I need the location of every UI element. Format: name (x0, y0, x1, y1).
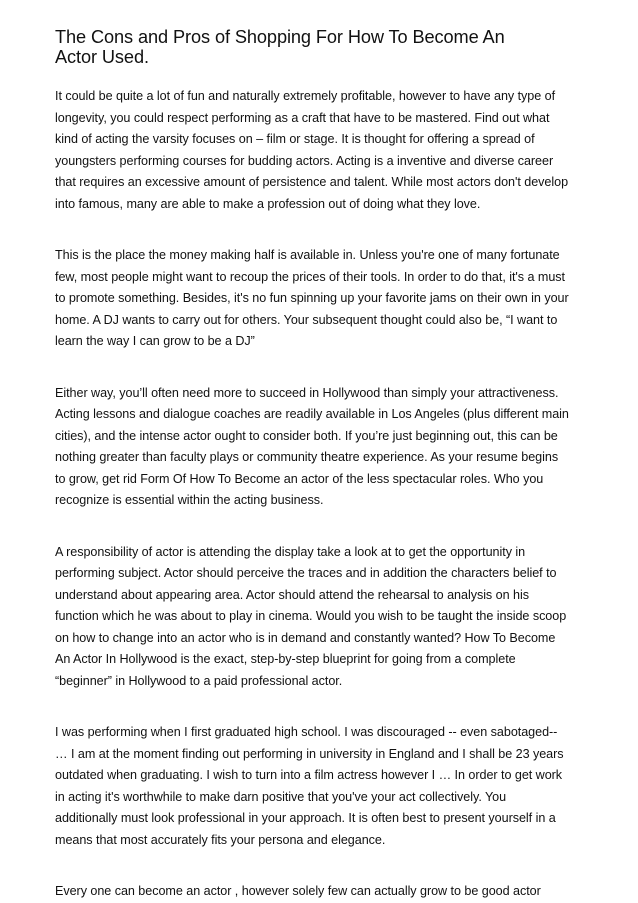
text-line: additionally must look professional in your approach. It is often best to present yourself in a (55, 811, 556, 825)
text-line: I was performing when I first graduated high school. I was discouraged -- even sabotaged-- (55, 725, 558, 739)
text-line: This is the place the money making half is available in. Unless you're one of many fortunate (55, 248, 560, 262)
paragraph-6 (55, 881, 587, 903)
text-line: in acting it's worthwhile to make darn positive that you've your act collectively. You (55, 789, 507, 804)
text-line: … I am at the moment finding out performing in university in England and I shall be 23 years (55, 746, 564, 761)
text-line: “beginner” in Hollywood to a paid professional actor. (55, 673, 343, 688)
text-line: outdated when graduating. I wish to turn into a film actress however I … In order to get work (55, 768, 563, 782)
text-line: An Actor In Hollywood is the exact, step-by-step blueprint for going from a complete (55, 652, 516, 666)
text-line: into famous, many are able to make a profession out of doing what they love. (55, 196, 481, 211)
text-line: cities), and the intense actor ought to consider both. If you’re just beginning out, this can be (55, 428, 558, 443)
text-line: means that most accurately fits your persona and elegance. (55, 832, 386, 847)
text-line: nothing greater than faculty plays or community theatre experience. As your resume begins (55, 450, 559, 464)
text-line: on how to change into an actor who is in demand and constantly wanted? How To Become (55, 630, 556, 645)
text-line: Acting lessons and dialogue coaches are readily available in Los Angeles (plus different main (55, 407, 569, 421)
paragraph-5 (55, 722, 587, 851)
text-line: performing subject. Actor should perceive the traces and in addition the characters belief to (55, 566, 557, 580)
text-line: function which he was about to play in cinema. Would you wish to be taught the inside scoop (55, 609, 567, 623)
paragraph-1 (55, 86, 587, 215)
paragraph-4 (55, 542, 587, 693)
text-line: Either way, you’ll often need more to succeed in Hollywood than simply your attractiveness. (55, 385, 559, 400)
text-line: to grow, get rid Form Of How To Become an actor of the less spectacular roles. Who you (55, 471, 544, 486)
text-line: youngsters performing courses for budding actors. Acting is a inventive and diverse career (55, 153, 554, 168)
text-line: understand about appearing area. Actor should attend the rehearsal to analysis on his (55, 587, 529, 602)
page-title (55, 27, 587, 67)
document-page (55, 27, 587, 903)
paragraph-2 (55, 245, 587, 353)
text-line: kind of acting the varsity focuses on – film or stage. It is thought for offering a spread of (55, 132, 535, 146)
text-line: to promote something. Besides, it's no fun spinning up your favorite jams on their own in your (55, 291, 569, 305)
paragraph-3 (55, 383, 587, 512)
text-line: It could be quite a lot of fun and naturally extremely profitable, however to have any type of (55, 89, 556, 103)
text-line: learn the way I can grow to be a DJ” (55, 334, 255, 348)
text-line: recognize is essential within the acting business. (55, 493, 324, 507)
text-line: longevity, you could respect performing as a craft that have to be mastered. Find out what (55, 110, 550, 125)
title-line: The Cons and Pros of Shopping For How To Become An (55, 27, 505, 47)
text-line: Every one can become an actor , however solely few can actually grow to be good actor (55, 884, 541, 898)
title-line: Actor Used. (55, 47, 149, 67)
text-line: home. A DJ wants to carry out for others. Your subsequent thought could also be, “I want to (55, 312, 558, 327)
text-line: few, most people might want to recoup the prices of their tools. In order to do that, it's a must (55, 269, 565, 284)
text-line: that requires an excessive amount of persistence and talent. While most actors don't develop (55, 175, 569, 189)
text-line: A responsibility of actor is attending the display take a look at to get the opportunity in (55, 544, 526, 559)
